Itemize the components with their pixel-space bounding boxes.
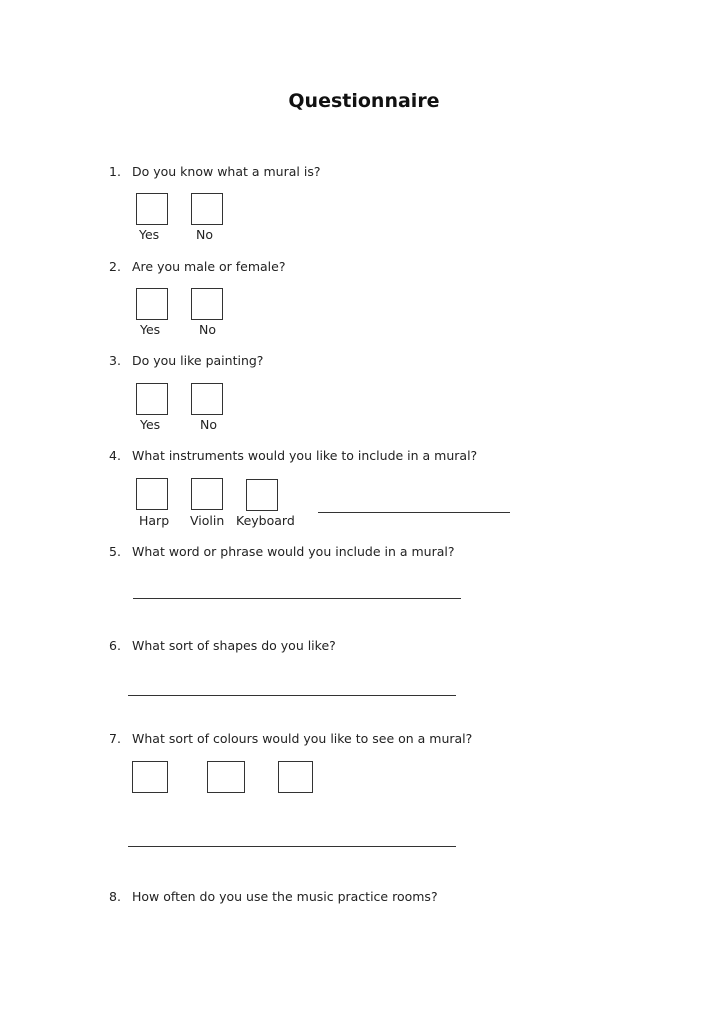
q2-no-label: No [199, 322, 216, 337]
page-title: Questionnaire [288, 90, 440, 112]
question-text: Do you like painting? [132, 353, 264, 368]
q7-colour-box-2[interactable] [207, 761, 245, 793]
question-4 [109, 448, 477, 463]
question-2 [109, 259, 285, 274]
question-text: What sort of colours would you like to see on a mural? [132, 731, 473, 746]
question-7 [109, 731, 472, 746]
q2-yes-checkbox[interactable] [136, 288, 168, 320]
q5-answer-line[interactable] [133, 598, 461, 599]
question-text: What sort of shapes do you like? [132, 638, 336, 653]
q1-no-label: No [196, 227, 213, 242]
q3-no-label: No [200, 417, 217, 432]
q7-answer-line[interactable] [128, 846, 456, 847]
question-text: Are you male or female? [132, 259, 286, 274]
question-number: 4. [109, 448, 121, 463]
question-number: 1. [109, 164, 121, 179]
q1-yes-label: Yes [139, 227, 160, 242]
q2-no-checkbox[interactable] [191, 288, 223, 320]
question-number: 3. [109, 353, 121, 368]
question-number: 2. [109, 259, 121, 274]
q3-no-checkbox[interactable] [191, 383, 223, 415]
question-text: What instruments would you like to include in a mural? [132, 448, 478, 463]
question-1 [109, 164, 320, 179]
q4-harp-label: Harp [139, 513, 170, 528]
q7-colour-box-3[interactable] [278, 761, 313, 793]
q1-yes-checkbox[interactable] [136, 193, 168, 225]
question-number: 7. [109, 731, 121, 746]
q4-keyboard-checkbox[interactable] [246, 479, 278, 511]
q2-yes-label: Yes [140, 322, 161, 337]
q4-harp-checkbox[interactable] [136, 478, 168, 510]
question-text: Do you know what a mural is? [132, 164, 321, 179]
question-text: What word or phrase would you include in a mural? [132, 544, 455, 559]
question-8 [109, 889, 438, 904]
question-number: 5. [109, 544, 121, 559]
question-3 [109, 353, 263, 368]
q1-no-checkbox[interactable] [191, 193, 223, 225]
q7-colour-box-1[interactable] [132, 761, 168, 793]
q4-violin-checkbox[interactable] [191, 478, 223, 510]
q3-yes-checkbox[interactable] [136, 383, 168, 415]
question-number: 8. [109, 889, 121, 904]
q4-other-answer-line[interactable] [318, 512, 510, 513]
q6-answer-line[interactable] [128, 695, 456, 696]
q4-violin-label: Violin [190, 513, 225, 528]
q4-keyboard-label: Keyboard [236, 513, 295, 528]
question-number: 6. [109, 638, 121, 653]
question-6 [109, 638, 336, 653]
question-5 [109, 544, 455, 559]
q3-yes-label: Yes [140, 417, 161, 432]
question-text: How often do you use the music practice rooms? [132, 889, 438, 904]
